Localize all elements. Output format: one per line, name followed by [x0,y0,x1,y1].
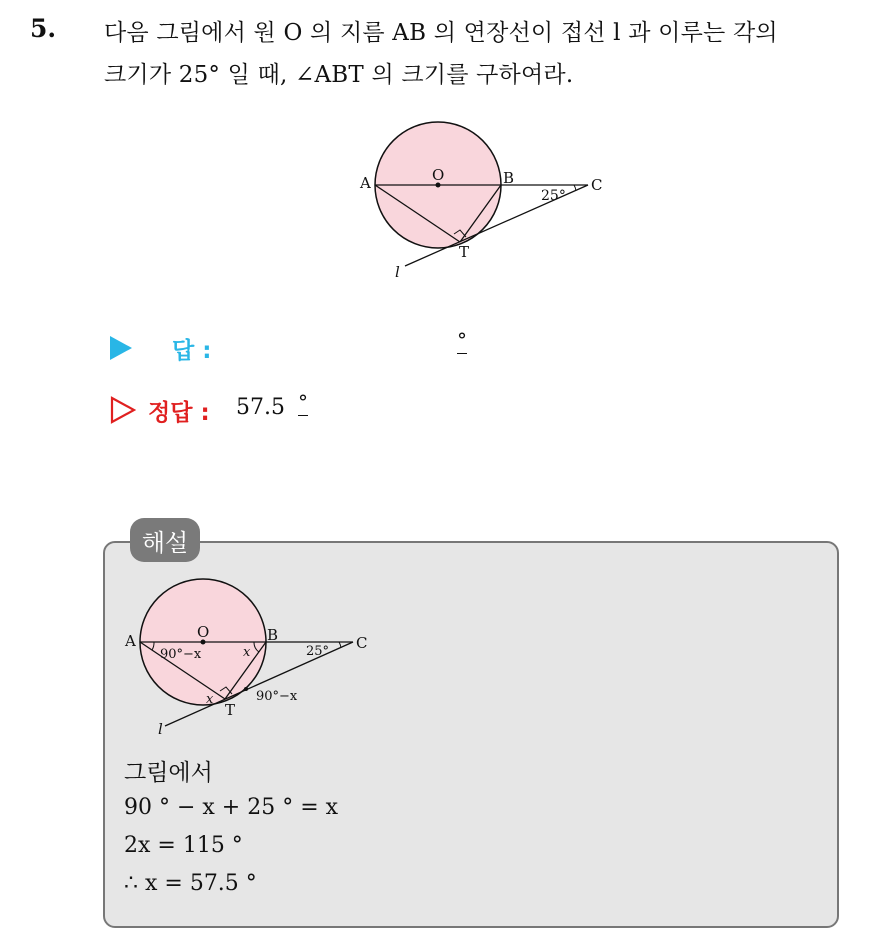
solution-line-2: 90 ° − x + 25 ° = x [124,795,339,820]
exp-label-o: O [197,623,210,641]
label-o: O [432,166,445,184]
answer-label: 답 : [172,338,212,364]
label-t: T [459,243,470,261]
correct-answer-unit: ° [298,390,308,414]
correct-answer-label: 정답 : [148,400,210,426]
label-angle-25: 25° [541,188,566,204]
solution-line-1: 그림에서 [124,760,213,786]
answer-unit: ° [457,328,467,352]
exp-label-c: C [356,634,368,652]
question-text-line2: 크기가 25° 일 때, ∠ABT 의 크기를 구하여라. [104,62,574,88]
label-b: B [503,169,515,187]
correct-answer-row [110,390,410,428]
question-number: 5. [30,14,57,43]
explanation-tag: 해설 [130,518,200,562]
label-l: l [395,263,400,281]
label-a: A [360,174,371,192]
answer-blank-row [110,328,510,368]
question-text-line1: 다음 그림에서 원 O 의 지름 AB 의 연장선이 접선 l 과 이루는 각의 [104,20,778,46]
exp-angle-90-x-t: 90°−x [256,689,298,704]
question-figure [355,118,615,288]
exp-label-t: T [225,701,236,719]
solution-line-4: ∴ x = 57.5 ° [124,871,257,896]
exp-angle-90-x-a: 90°−x [160,647,202,662]
exp-label-l: l [158,720,163,738]
exp-label-a: A [125,632,136,650]
explanation-figure [120,578,380,738]
label-c: C [591,176,603,194]
exp-angle-x-b: x [243,645,251,660]
exp-angle-25: 25° [306,644,330,659]
exp-label-b: B [267,626,279,644]
outline-triangle-icon [110,396,136,424]
solution-line-3: 2x = 115 ° [124,833,243,858]
exp-angle-x-t: x [206,692,214,707]
correct-answer-value: 57.5 [236,395,285,420]
play-arrow-icon [110,336,132,360]
